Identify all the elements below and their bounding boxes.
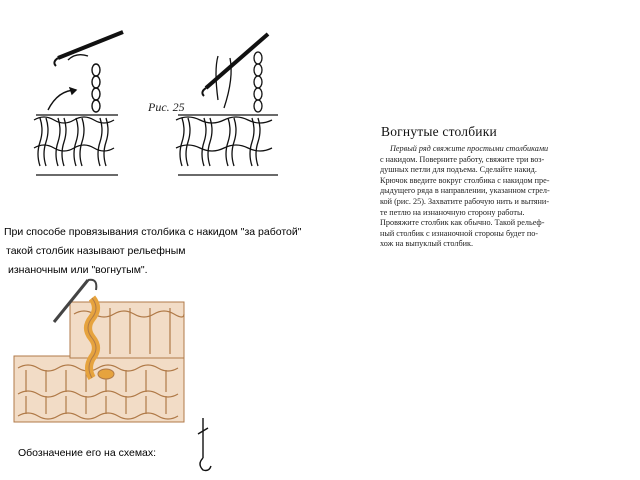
figure-rib25 — [28, 30, 298, 190]
reverse-post-stitch-symbol-icon — [192, 414, 214, 474]
book-line: душных петли для подъема. Сделайте накид. — [380, 165, 537, 175]
book-line: с накидом. Поверните работу, свяжите три воз- — [380, 154, 545, 164]
stitch-row-icon — [34, 115, 118, 175]
figure-label: Рис. 25 — [148, 100, 185, 114]
book-line: ный столбик с изнаночной стороны будет по- — [380, 228, 539, 238]
book-title: Вогнутые столбики — [381, 124, 497, 139]
caption-line-2: такой столбик называют рельефным — [6, 245, 186, 257]
book-line: кой (рис. 25). Захватите рабочую нить и вытяни- — [380, 196, 550, 206]
book-line: Первый ряд свяжите простыми столбиками — [390, 144, 549, 153]
caption-line-3: изнаночным или "вогнутым". — [8, 264, 148, 276]
yarn-loop-icon — [48, 55, 100, 112]
book-line: те петлю на изнаночную сторону работы. — [380, 207, 525, 217]
book-line: Крючок введите вокруг столбика с накидом пре- — [380, 175, 550, 185]
colored-stitch-illustration — [10, 278, 188, 428]
description-caption — [4, 223, 334, 280]
book-line: хож на выпуклый столбик. — [380, 239, 474, 249]
crochet-hook-icon — [54, 32, 123, 66]
book-line: дыдущего ряда в направлении, указанном стрел- — [380, 186, 550, 196]
caption-line-1: При способе провязывания столбика с накидом "за работой" — [4, 226, 302, 238]
book-line: Провяжите столбик как обычно. Такой рельеф- — [380, 218, 545, 228]
book-paragraph — [380, 144, 602, 250]
symbol-label: Обозначение его на схемах: — [18, 447, 157, 459]
figure-colored-stitches — [10, 278, 188, 428]
